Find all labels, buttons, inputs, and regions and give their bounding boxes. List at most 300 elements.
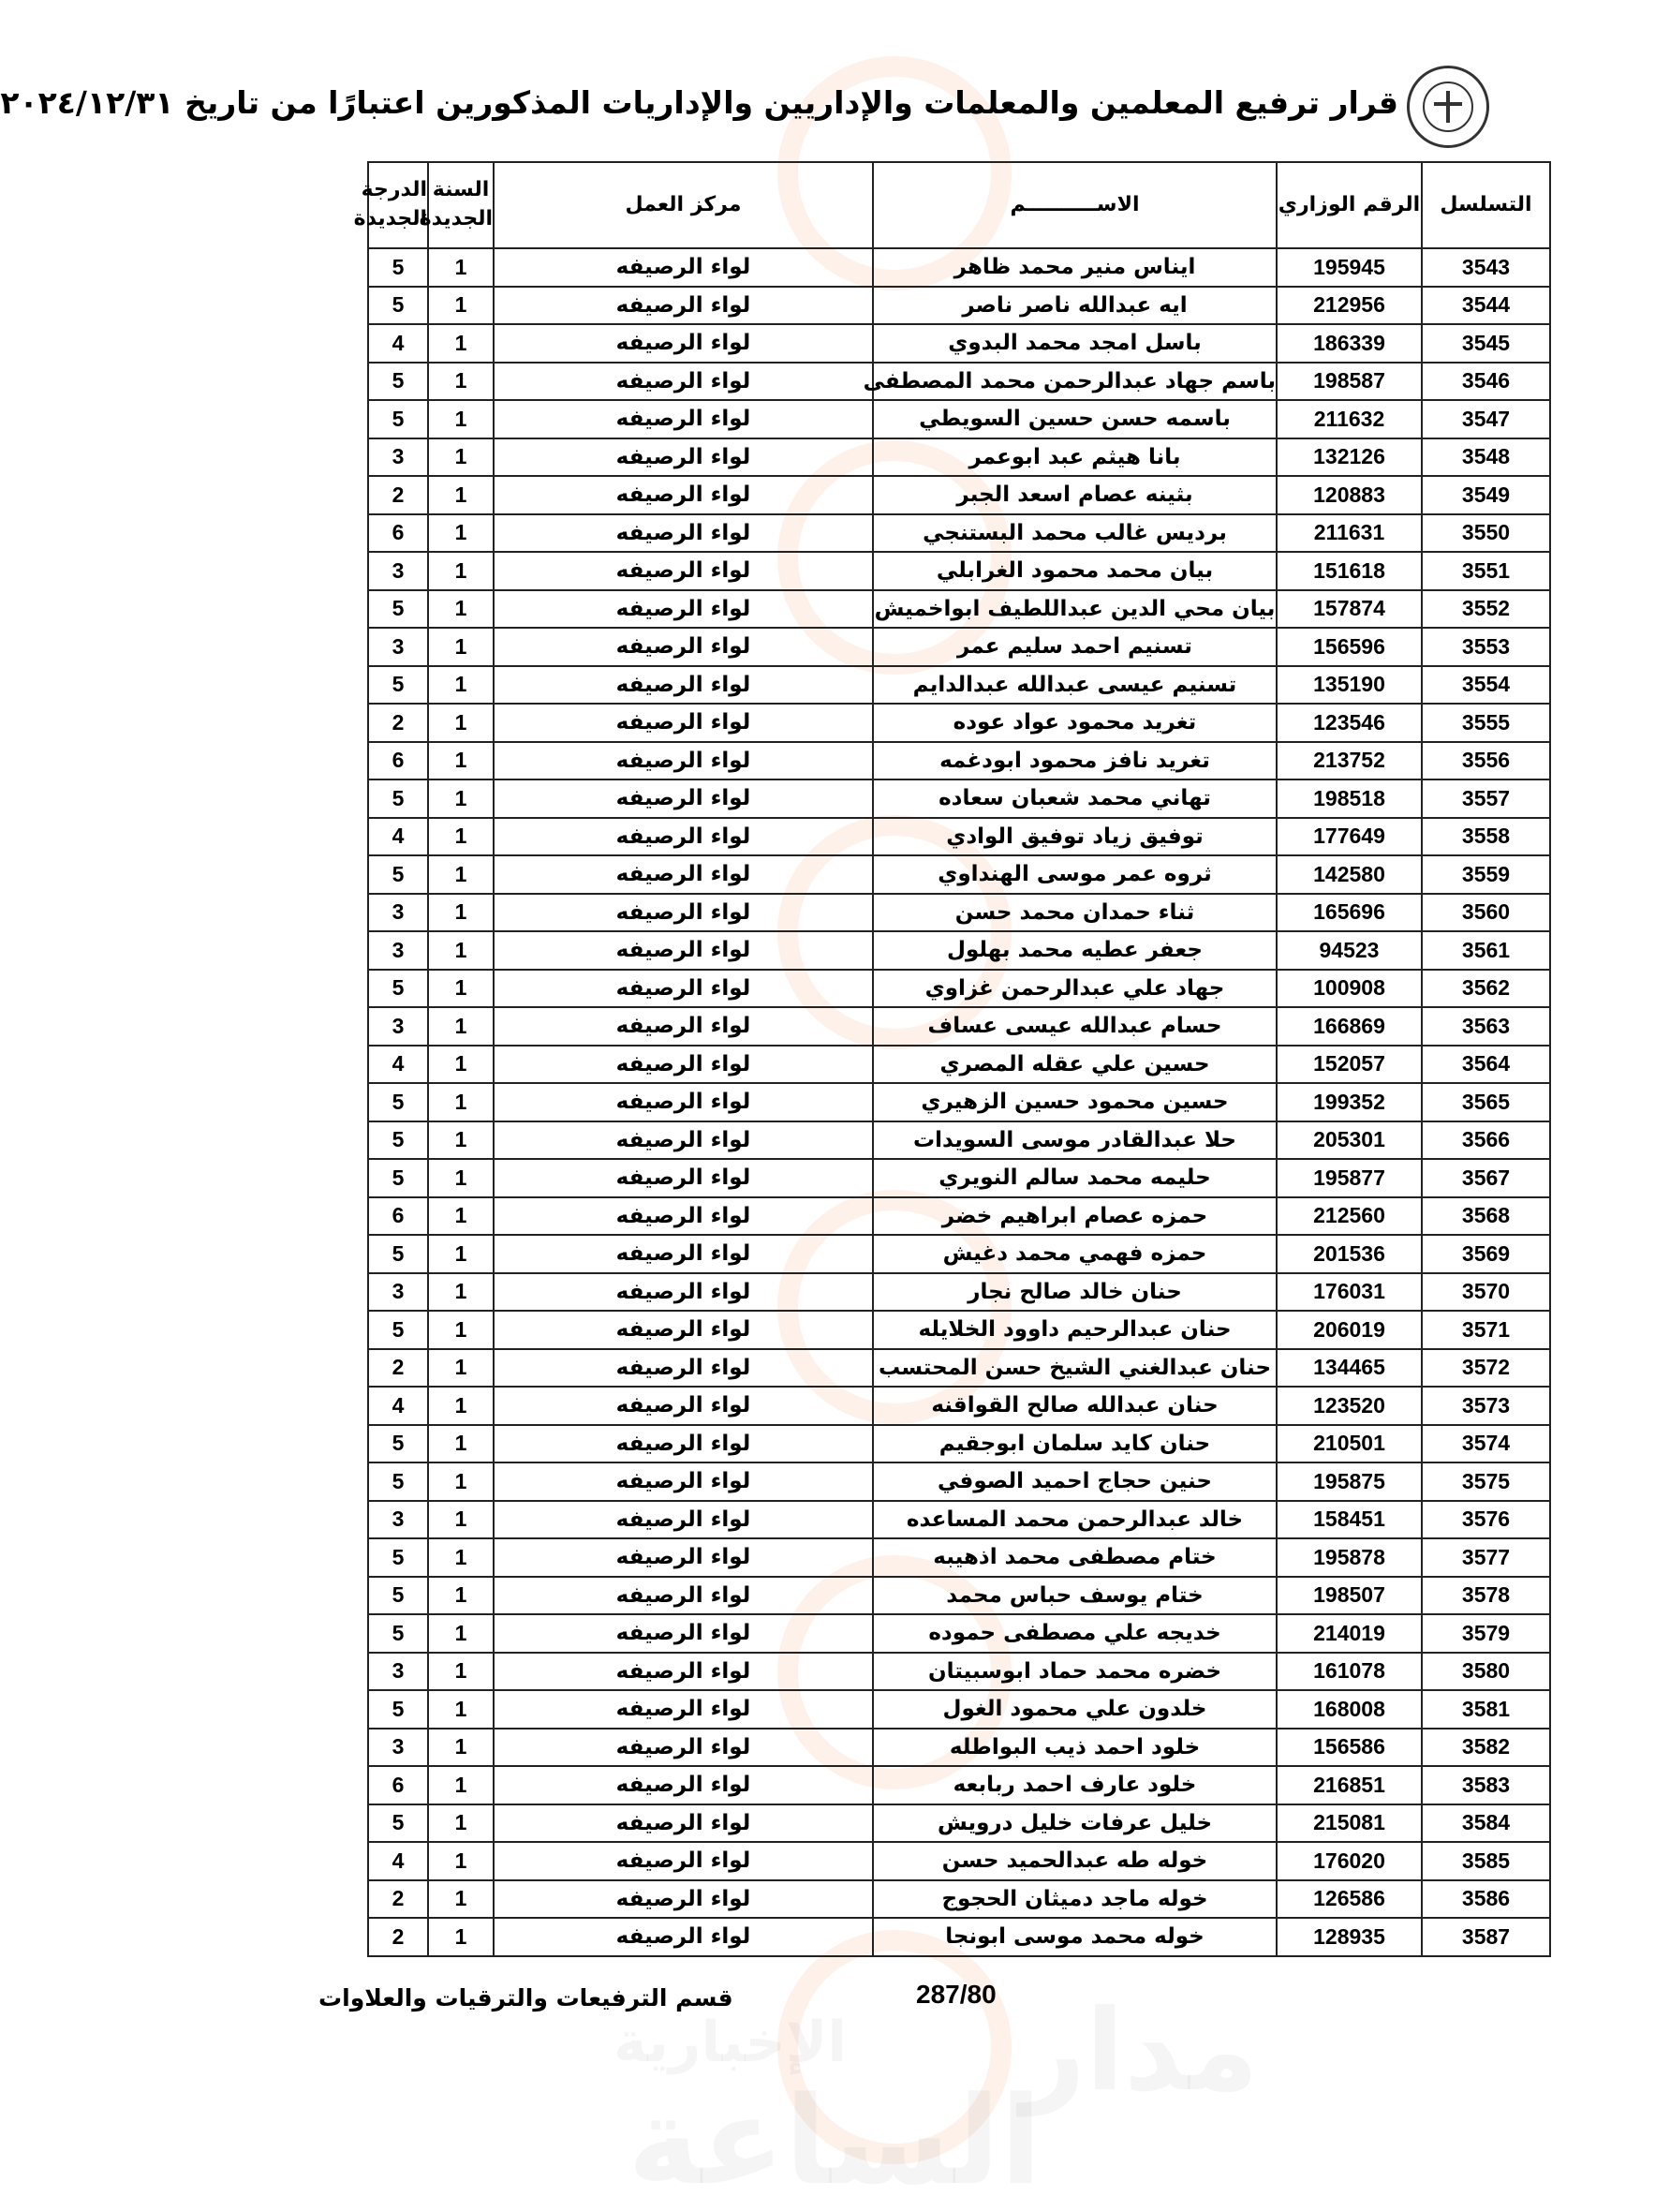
cell-name: تغريد نافز محمود ابودغمه [873, 742, 1277, 780]
table-row [368, 1577, 1550, 1615]
cell-new-year: 1 [428, 1577, 494, 1615]
cell-serial: 3575 [1422, 1462, 1550, 1501]
cell-new-grade: 3 [368, 1729, 428, 1767]
cell-new-year: 1 [428, 1842, 494, 1880]
cell-serial: 3584 [1422, 1804, 1550, 1843]
cell-ministry-no: 198507 [1277, 1577, 1422, 1615]
cell-serial: 3578 [1422, 1577, 1550, 1615]
cell-new-year: 1 [428, 590, 494, 629]
cell-name: خوله ماجد دميثان الحجوج [873, 1880, 1277, 1919]
cell-workplace: لواء الرصيفه [494, 704, 873, 742]
cell-serial: 3543 [1422, 248, 1550, 287]
table-row [368, 363, 1550, 401]
cell-serial: 3556 [1422, 742, 1550, 780]
cell-name: تغريد محمود عواد عوده [873, 704, 1277, 742]
table-row [368, 476, 1550, 514]
cell-serial: 3550 [1422, 514, 1550, 553]
cell-name: حمزه فهمي محمد دغيش [873, 1235, 1277, 1273]
cell-workplace: لواء الرصيفه [494, 1121, 873, 1160]
cell-name: تسنيم احمد سليم عمر [873, 628, 1277, 666]
cell-ministry-no: 186339 [1277, 324, 1422, 363]
cell-serial: 3561 [1422, 931, 1550, 970]
cell-serial: 3569 [1422, 1235, 1550, 1273]
cell-name: بثينه عصام اسعد الجبر [873, 476, 1277, 514]
page-number: 287/80 [916, 1980, 997, 2009]
cell-name: توفيق زياد توفيق الوادي [873, 818, 1277, 856]
table-row [368, 855, 1550, 894]
cell-workplace: لواء الرصيفه [494, 514, 873, 553]
cell-new-year: 1 [428, 704, 494, 742]
cell-workplace: لواء الرصيفه [494, 1842, 873, 1880]
cell-ministry-no: 195878 [1277, 1538, 1422, 1577]
cell-name: حسام عبدالله عيسى عساف [873, 1007, 1277, 1046]
cell-serial: 3559 [1422, 855, 1550, 894]
cell-workplace: لواء الرصيفه [494, 779, 873, 818]
cell-ministry-no: 158451 [1277, 1501, 1422, 1539]
cell-workplace: لواء الرصيفه [494, 1538, 873, 1577]
cell-serial: 3565 [1422, 1083, 1550, 1121]
header-ministry-no: الرقم الوزاري [1277, 162, 1422, 248]
cell-name: ختام يوسف حباس محمد [873, 1577, 1277, 1615]
cell-workplace: لواء الرصيفه [494, 1235, 873, 1273]
header-new-grade: الدرجة الجديدة [368, 162, 428, 248]
cell-new-grade: 3 [368, 1653, 428, 1691]
cell-ministry-no: 177649 [1277, 818, 1422, 856]
cell-workplace: لواء الرصيفه [494, 1653, 873, 1691]
table-row [368, 1273, 1550, 1312]
cell-name: حنان عبدالغني الشيخ حسن المحتسب [873, 1349, 1277, 1388]
cell-new-year: 1 [428, 1653, 494, 1691]
cell-workplace: لواء الرصيفه [494, 1880, 873, 1919]
cell-workplace: لواء الرصيفه [494, 324, 873, 363]
cell-ministry-no: 166869 [1277, 1007, 1422, 1046]
cell-new-grade: 5 [368, 400, 428, 438]
cell-new-year: 1 [428, 1387, 494, 1425]
table-row [368, 1538, 1550, 1577]
cell-workplace: لواء الرصيفه [494, 1462, 873, 1501]
cell-workplace: لواء الرصيفه [494, 1159, 873, 1197]
cell-new-year: 1 [428, 324, 494, 363]
cell-new-grade: 5 [368, 248, 428, 287]
cell-name: خديجه علي مصطفى حموده [873, 1614, 1277, 1653]
cell-serial: 3566 [1422, 1121, 1550, 1160]
cell-ministry-no: 120883 [1277, 476, 1422, 514]
cell-serial: 3570 [1422, 1273, 1550, 1312]
cell-workplace: لواء الرصيفه [494, 628, 873, 666]
table-row [368, 1804, 1550, 1843]
cell-new-year: 1 [428, 1918, 494, 1956]
header-new-year: السنة الجديدة [428, 162, 494, 248]
cell-name: حنان عبدالرحيم داوود الخلايله [873, 1311, 1277, 1349]
cell-new-grade: 5 [368, 1083, 428, 1121]
cell-workplace: لواء الرصيفه [494, 818, 873, 856]
table-row [368, 779, 1550, 818]
cell-new-grade: 2 [368, 1349, 428, 1388]
cell-ministry-no: 161078 [1277, 1653, 1422, 1691]
cell-ministry-no: 176031 [1277, 1273, 1422, 1312]
cell-workplace: لواء الرصيفه [494, 1273, 873, 1312]
table-row [368, 1046, 1550, 1084]
cell-name: خليل عرفات خليل درويش [873, 1804, 1277, 1843]
cell-name: ايه عبدالله ناصر ناصر [873, 287, 1277, 325]
cell-serial: 3568 [1422, 1197, 1550, 1236]
cell-ministry-no: 216851 [1277, 1766, 1422, 1804]
cell-ministry-no: 128935 [1277, 1918, 1422, 1956]
ministry-seal-icon [1407, 66, 1489, 148]
cell-new-year: 1 [428, 1349, 494, 1388]
table-row [368, 894, 1550, 932]
cell-serial: 3573 [1422, 1387, 1550, 1425]
cell-name: خالد عبدالرحمن محمد المساعده [873, 1501, 1277, 1539]
cell-name: ثناء حمدان محمد حسن [873, 894, 1277, 932]
table-row [368, 1425, 1550, 1463]
cell-new-year: 1 [428, 970, 494, 1008]
cell-new-year: 1 [428, 779, 494, 818]
cell-serial: 3558 [1422, 818, 1550, 856]
cell-workplace: لواء الرصيفه [494, 1311, 873, 1349]
cell-serial: 3587 [1422, 1918, 1550, 1956]
cell-serial: 3549 [1422, 476, 1550, 514]
cell-name: حليمه محمد سالم النويري [873, 1159, 1277, 1197]
cell-name: حمزه عصام ابراهيم خضر [873, 1197, 1277, 1236]
cell-new-year: 1 [428, 1462, 494, 1501]
cell-new-grade: 3 [368, 1273, 428, 1312]
cell-new-grade: 5 [368, 666, 428, 705]
cell-new-grade: 3 [368, 552, 428, 590]
table-row [368, 1007, 1550, 1046]
cell-workplace: لواء الرصيفه [494, 742, 873, 780]
cell-new-grade: 5 [368, 1614, 428, 1653]
cell-ministry-no: 214019 [1277, 1614, 1422, 1653]
cell-new-grade: 5 [368, 1804, 428, 1843]
cell-serial: 3547 [1422, 400, 1550, 438]
watermark-brand-bottom: الساعة [628, 2070, 1042, 2212]
cell-workplace: لواء الرصيفه [494, 666, 873, 705]
cell-serial: 3579 [1422, 1614, 1550, 1653]
cell-workplace: لواء الرصيفه [494, 590, 873, 629]
cell-new-year: 1 [428, 552, 494, 590]
cell-ministry-no: 211632 [1277, 400, 1422, 438]
cell-name: برديس غالب محمد البستنجي [873, 514, 1277, 553]
cell-serial: 3585 [1422, 1842, 1550, 1880]
table-row [368, 1690, 1550, 1729]
cell-ministry-no: 201536 [1277, 1235, 1422, 1273]
cell-serial: 3544 [1422, 287, 1550, 325]
cell-serial: 3552 [1422, 590, 1550, 629]
cell-new-grade: 3 [368, 1007, 428, 1046]
watermark-brand-top: مدار [1021, 1986, 1259, 2116]
cell-ministry-no: 156596 [1277, 628, 1422, 666]
cell-workplace: لواء الرصيفه [494, 248, 873, 287]
cell-workplace: لواء الرصيفه [494, 1197, 873, 1236]
promotion-table [353, 161, 1551, 1957]
cell-new-year: 1 [428, 287, 494, 325]
cell-name: ختام مصطفى محمد اذهيبه [873, 1538, 1277, 1577]
cell-new-grade: 5 [368, 590, 428, 629]
table-row [368, 400, 1550, 438]
cell-new-grade: 6 [368, 514, 428, 553]
table-row [368, 1349, 1550, 1388]
cell-workplace: لواء الرصيفه [494, 1501, 873, 1539]
cell-workplace: لواء الرصيفه [494, 1614, 873, 1653]
table-row [368, 1235, 1550, 1273]
cell-ministry-no: 135190 [1277, 666, 1422, 705]
cell-serial: 3581 [1422, 1690, 1550, 1729]
cell-ministry-no: 94523 [1277, 931, 1422, 970]
cell-name: حسين علي عقله المصري [873, 1046, 1277, 1084]
cell-new-year: 1 [428, 1538, 494, 1577]
cell-ministry-no: 126586 [1277, 1880, 1422, 1919]
header-serial: التسلسل [1422, 162, 1550, 248]
cell-serial: 3583 [1422, 1766, 1550, 1804]
cell-name: تهاني محمد شعبان سعاده [873, 779, 1277, 818]
cell-new-grade: 4 [368, 324, 428, 363]
cell-new-year: 1 [428, 476, 494, 514]
cell-ministry-no: 205301 [1277, 1121, 1422, 1160]
cell-new-year: 1 [428, 1046, 494, 1084]
table-row [368, 1501, 1550, 1539]
cell-new-grade: 2 [368, 476, 428, 514]
table-row [368, 818, 1550, 856]
cell-ministry-no: 215081 [1277, 1804, 1422, 1843]
cell-workplace: لواء الرصيفه [494, 1387, 873, 1425]
table-row [368, 1121, 1550, 1160]
cell-new-grade: 5 [368, 363, 428, 401]
cell-serial: 3574 [1422, 1425, 1550, 1463]
cell-name: ثروه عمر موسى الهنداوي [873, 855, 1277, 894]
cell-workplace: لواء الرصيفه [494, 1083, 873, 1121]
cell-workplace: لواء الرصيفه [494, 970, 873, 1008]
cell-ministry-no: 195875 [1277, 1462, 1422, 1501]
table-row [368, 324, 1550, 363]
cell-name: خوله محمد موسى ابونجا [873, 1918, 1277, 1956]
cell-serial: 3562 [1422, 970, 1550, 1008]
table-row [368, 287, 1550, 325]
cell-serial: 3582 [1422, 1729, 1550, 1767]
table-row [368, 970, 1550, 1008]
cell-ministry-no: 206019 [1277, 1311, 1422, 1349]
cell-ministry-no: 123520 [1277, 1387, 1422, 1425]
table-row [368, 1197, 1550, 1236]
cell-serial: 3586 [1422, 1880, 1550, 1919]
cell-workplace: لواء الرصيفه [494, 1425, 873, 1463]
cell-new-year: 1 [428, 931, 494, 970]
cell-name: باسم جهاد عبدالرحمن محمد المصطفى [873, 363, 1277, 401]
cell-name: خلود احمد ذيب البواطله [873, 1729, 1277, 1767]
cell-workplace: لواء الرصيفه [494, 931, 873, 970]
table-row [368, 1083, 1550, 1121]
watermark-brand-sub: الإخبارية [613, 2010, 847, 2075]
cell-new-grade: 2 [368, 1880, 428, 1919]
cell-new-grade: 5 [368, 1577, 428, 1615]
cell-name: خضره محمد حماد ابوسبيتان [873, 1653, 1277, 1691]
cell-new-year: 1 [428, 248, 494, 287]
cell-new-grade: 6 [368, 1197, 428, 1236]
cell-workplace: لواء الرصيفه [494, 438, 873, 477]
cell-serial: 3564 [1422, 1046, 1550, 1084]
cell-ministry-no: 176020 [1277, 1842, 1422, 1880]
cell-new-grade: 5 [368, 1311, 428, 1349]
cell-workplace: لواء الرصيفه [494, 1804, 873, 1843]
cell-ministry-no: 152057 [1277, 1046, 1422, 1084]
cell-new-grade: 2 [368, 1918, 428, 1956]
cell-new-grade: 5 [368, 855, 428, 894]
table-row [368, 1311, 1550, 1349]
page-title: قرار ترفيع المعلمين والمعلمات والإداريين والإداريات المذكورين اعتبارًا من تاريخ ٢٠٢٤/١٢/٣١ [0, 84, 1398, 121]
cell-new-year: 1 [428, 1501, 494, 1539]
cell-workplace: لواء الرصيفه [494, 1577, 873, 1615]
cell-ministry-no: 199352 [1277, 1083, 1422, 1121]
cell-new-grade: 4 [368, 1842, 428, 1880]
cell-name: حنين حجاج احميد الصوفي [873, 1462, 1277, 1501]
cell-new-grade: 5 [368, 1425, 428, 1463]
cell-serial: 3553 [1422, 628, 1550, 666]
cell-ministry-no: 142580 [1277, 855, 1422, 894]
cell-name: حنان عبدالله صالح القواقنه [873, 1387, 1277, 1425]
cell-ministry-no: 195945 [1277, 248, 1422, 287]
cell-new-year: 1 [428, 400, 494, 438]
cell-workplace: لواء الرصيفه [494, 400, 873, 438]
cell-name: بيان محمد محمود الغرابلي [873, 552, 1277, 590]
cell-serial: 3554 [1422, 666, 1550, 705]
cell-new-grade: 5 [368, 970, 428, 1008]
cell-new-year: 1 [428, 855, 494, 894]
table-row [368, 248, 1550, 287]
table-row [368, 1462, 1550, 1501]
table-row [368, 1918, 1550, 1956]
cell-new-grade: 5 [368, 1538, 428, 1577]
table-row [368, 1387, 1550, 1425]
cell-new-year: 1 [428, 1273, 494, 1312]
cell-serial: 3563 [1422, 1007, 1550, 1046]
cell-name: حنان خالد صالح نجار [873, 1273, 1277, 1312]
cell-serial: 3555 [1422, 704, 1550, 742]
cell-new-grade: 4 [368, 1046, 428, 1084]
cell-workplace: لواء الرصيفه [494, 476, 873, 514]
cell-ministry-no: 165696 [1277, 894, 1422, 932]
cell-serial: 3546 [1422, 363, 1550, 401]
cell-ministry-no: 156586 [1277, 1729, 1422, 1767]
cell-new-grade: 3 [368, 931, 428, 970]
cell-workplace: لواء الرصيفه [494, 1046, 873, 1084]
cell-serial: 3577 [1422, 1538, 1550, 1577]
cell-new-year: 1 [428, 1690, 494, 1729]
cell-new-year: 1 [428, 363, 494, 401]
cell-ministry-no: 132126 [1277, 438, 1422, 477]
table-row [368, 1766, 1550, 1804]
cell-new-year: 1 [428, 1159, 494, 1197]
cell-ministry-no: 211631 [1277, 514, 1422, 553]
cell-ministry-no: 168008 [1277, 1690, 1422, 1729]
cell-workplace: لواء الرصيفه [494, 1766, 873, 1804]
cell-workplace: لواء الرصيفه [494, 1690, 873, 1729]
table-row [368, 438, 1550, 477]
cell-new-grade: 5 [368, 1690, 428, 1729]
cell-workplace: لواء الرصيفه [494, 855, 873, 894]
cell-ministry-no: 195877 [1277, 1159, 1422, 1197]
cell-new-grade: 3 [368, 438, 428, 477]
cell-new-year: 1 [428, 1083, 494, 1121]
cell-workplace: لواء الرصيفه [494, 1007, 873, 1046]
table-row [368, 742, 1550, 780]
cell-new-year: 1 [428, 1007, 494, 1046]
table-row [368, 1653, 1550, 1691]
cell-workplace: لواء الرصيفه [494, 1918, 873, 1956]
cell-serial: 3557 [1422, 779, 1550, 818]
cell-ministry-no: 134465 [1277, 1349, 1422, 1388]
cell-new-year: 1 [428, 1311, 494, 1349]
cell-new-grade: 5 [368, 1121, 428, 1160]
cell-new-year: 1 [428, 438, 494, 477]
cell-name: بانا هيثم عبد ابوعمر [873, 438, 1277, 477]
table-row [368, 514, 1550, 553]
cell-serial: 3560 [1422, 894, 1550, 932]
cell-new-year: 1 [428, 1235, 494, 1273]
cell-workplace: لواء الرصيفه [494, 1729, 873, 1767]
cell-ministry-no: 212560 [1277, 1197, 1422, 1236]
cell-new-grade: 4 [368, 818, 428, 856]
cell-serial: 3571 [1422, 1311, 1550, 1349]
cell-new-grade: 5 [368, 1235, 428, 1273]
cell-new-year: 1 [428, 1729, 494, 1767]
cell-name: بيان محي الدين عبداللطيف ابواخميش [873, 590, 1277, 629]
cell-new-grade: 6 [368, 1766, 428, 1804]
cell-ministry-no: 151618 [1277, 552, 1422, 590]
table-row [368, 931, 1550, 970]
cell-new-grade: 5 [368, 779, 428, 818]
header-workplace: مركز العمل [494, 162, 873, 248]
cell-name: ايناس منير محمد ظاهر [873, 248, 1277, 287]
cell-new-year: 1 [428, 1425, 494, 1463]
cell-ministry-no: 210501 [1277, 1425, 1422, 1463]
table-row [368, 590, 1550, 629]
table-row [368, 1842, 1550, 1880]
cell-new-year: 1 [428, 1614, 494, 1653]
cell-new-grade: 5 [368, 287, 428, 325]
cell-new-grade: 2 [368, 704, 428, 742]
header-name: الاســــــــــم [873, 162, 1277, 248]
cell-new-year: 1 [428, 514, 494, 553]
cell-ministry-no: 198587 [1277, 363, 1422, 401]
cell-new-year: 1 [428, 1197, 494, 1236]
cell-workplace: لواء الرصيفه [494, 894, 873, 932]
cell-new-grade: 5 [368, 1462, 428, 1501]
cell-name: خلود عارف احمد ربابعه [873, 1766, 1277, 1804]
cell-workplace: لواء الرصيفه [494, 287, 873, 325]
cell-new-year: 1 [428, 666, 494, 705]
table-row [368, 1159, 1550, 1197]
cell-serial: 3567 [1422, 1159, 1550, 1197]
cell-new-year: 1 [428, 1766, 494, 1804]
table-row [368, 1880, 1550, 1919]
cell-ministry-no: 100908 [1277, 970, 1422, 1008]
cell-new-grade: 3 [368, 1501, 428, 1539]
cell-new-grade: 5 [368, 1159, 428, 1197]
cell-ministry-no: 213752 [1277, 742, 1422, 780]
cell-name: جعفر عطيه محمد بهلول [873, 931, 1277, 970]
table-row [368, 666, 1550, 705]
cell-name: حلا عبدالقادر موسى السويدات [873, 1121, 1277, 1160]
cell-serial: 3576 [1422, 1501, 1550, 1539]
cell-new-grade: 3 [368, 628, 428, 666]
table-row [368, 1614, 1550, 1653]
cell-new-year: 1 [428, 1880, 494, 1919]
table-row [368, 704, 1550, 742]
table-row [368, 552, 1550, 590]
cell-ministry-no: 212956 [1277, 287, 1422, 325]
cell-workplace: لواء الرصيفه [494, 363, 873, 401]
cell-name: حنان كايد سلمان ابوجقيم [873, 1425, 1277, 1463]
